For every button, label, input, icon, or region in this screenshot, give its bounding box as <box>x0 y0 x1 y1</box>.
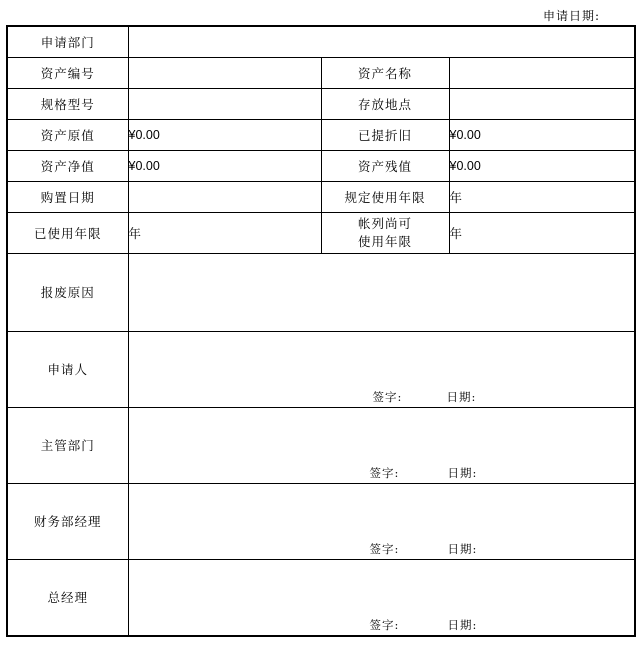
asset-name-label: 资产名称 <box>321 57 449 88</box>
finance-manager-field[interactable] <box>128 483 635 559</box>
useful-life-label: 规定使用年限 <box>321 181 449 212</box>
location-field[interactable] <box>449 88 635 119</box>
applicant-signature-label: 签字: <box>372 389 403 404</box>
finance-manager-label: 财务部经理 <box>7 483 128 559</box>
net-value-field[interactable]: ¥0.00 <box>128 150 321 181</box>
spec-label: 规格型号 <box>7 88 128 119</box>
asset-no-label: 资产编号 <box>7 57 128 88</box>
gm-signature-label: 签字: <box>369 618 400 632</box>
supervisor-signature-line <box>369 465 478 481</box>
supervisor-field[interactable] <box>128 407 635 483</box>
original-value-label: 资产原值 <box>7 119 128 150</box>
supervisor-date-label: 日期: <box>447 465 478 480</box>
used-years-field[interactable]: 年 <box>128 212 321 253</box>
apply-date-label: 申请日期: <box>543 9 601 23</box>
asset-no-field[interactable] <box>128 57 321 88</box>
purchase-date-label: 购置日期 <box>7 181 128 212</box>
supervisor-label: 主管部门 <box>7 407 128 483</box>
reason-field[interactable] <box>128 253 635 331</box>
spec-field[interactable] <box>128 88 321 119</box>
reason-label: 报废原因 <box>7 253 128 331</box>
supervisor-signature-label: 签字: <box>369 465 400 480</box>
gm-date-label: 日期: <box>447 618 478 632</box>
remaining-life-field[interactable]: 年 <box>449 212 635 253</box>
asset-name-field[interactable] <box>449 57 635 88</box>
remaining-life-label-line1: 帐列尚可 <box>357 215 412 231</box>
residual-label: 资产残值 <box>321 150 449 181</box>
residual-field[interactable]: ¥0.00 <box>449 150 635 181</box>
gm-signature-line <box>369 617 478 633</box>
remaining-life-label <box>321 212 449 253</box>
finance-date-label: 日期: <box>447 541 478 556</box>
general-manager-label: 总经理 <box>7 559 128 636</box>
dept-label: 申请部门 <box>7 26 128 57</box>
depreciation-label: 已提折旧 <box>321 119 449 150</box>
useful-life-field[interactable]: 年 <box>449 181 635 212</box>
applicant-date-label: 日期: <box>446 389 477 404</box>
used-years-label: 已使用年限 <box>7 212 128 253</box>
dept-field[interactable] <box>128 26 635 57</box>
applicant-signature-line <box>372 389 477 405</box>
applicant-label: 申请人 <box>7 331 128 407</box>
remaining-life-label-line2: 使用年限 <box>357 233 412 249</box>
applicant-field[interactable] <box>128 331 635 407</box>
scrap-application-form <box>6 25 636 637</box>
general-manager-field[interactable] <box>128 559 635 636</box>
original-value-field[interactable]: ¥0.00 <box>128 119 321 150</box>
depreciation-field[interactable]: ¥0.00 <box>449 119 635 150</box>
location-label: 存放地点 <box>321 88 449 119</box>
net-value-label: 资产净值 <box>7 150 128 181</box>
finance-signature-line <box>369 541 478 557</box>
finance-signature-label: 签字: <box>369 541 400 556</box>
purchase-date-field[interactable] <box>128 181 321 212</box>
